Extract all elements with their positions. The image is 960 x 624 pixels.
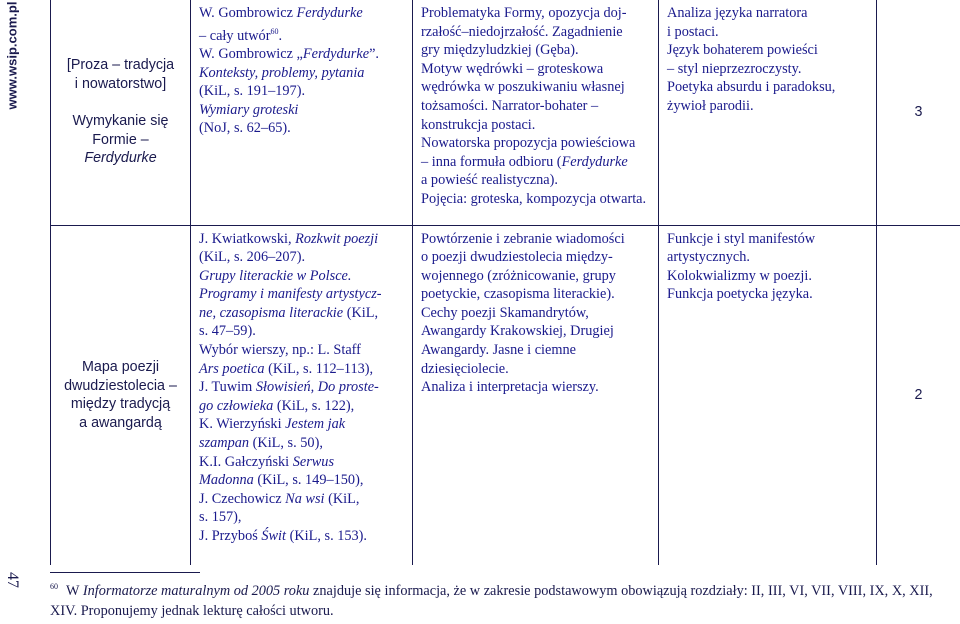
readings-line (199, 267, 404, 286)
skills-line: Poetyka absurdu i paradoksu, (667, 79, 836, 96)
content-line (421, 190, 650, 209)
content-line (421, 41, 650, 60)
text-run: K.I. Gałczyński (199, 453, 293, 470)
italic-text: Jestem jak (285, 416, 346, 433)
content-line (421, 78, 650, 97)
content-line (421, 4, 650, 23)
skills-line: Język bohaterem powieści (667, 42, 818, 59)
readings-line (199, 397, 404, 416)
text-run: W. Gombrowicz (199, 5, 297, 21)
text-run: ”. (369, 45, 379, 62)
readings-line (199, 508, 404, 527)
content-line (421, 230, 650, 249)
text-run: gry międzyludzkiej (Gęba). (421, 42, 579, 59)
italic-text: Świt (261, 528, 286, 544)
topic-line: Wymykanie się (72, 113, 169, 130)
readings-line (199, 490, 404, 509)
content-line (421, 322, 650, 341)
text-run: Motyw wędrówki – groteskowa (421, 60, 604, 77)
content-line (421, 116, 650, 135)
content-line (421, 248, 650, 267)
readings-cell (191, 0, 413, 225)
readings-line (199, 82, 404, 101)
content-line (421, 171, 650, 190)
readings-line (199, 341, 404, 360)
content-line (421, 23, 650, 42)
text-run: J. Kwiatkowski, (199, 230, 296, 247)
text-run: wojennego (zróżnicowanie, grupy (421, 267, 616, 284)
text-run: (KiL, s. 122), (273, 397, 355, 414)
lesson-plan-table (50, 0, 960, 565)
skills-cell (659, 0, 877, 225)
text-run: – cały utwór (199, 27, 271, 44)
topic-line: Mapa poezji (81, 359, 160, 376)
readings-line (199, 471, 404, 490)
skills-line: – styl nieprzezroczysty. (667, 60, 802, 77)
text-run: o poezji dwudziestolecia między- (421, 249, 613, 266)
topic-cell (51, 0, 191, 225)
readings-line (199, 378, 404, 397)
content-cell (413, 225, 659, 565)
text-run: J. Czechowicz (199, 490, 286, 507)
topic-cell (51, 225, 191, 565)
italic-text: Informatorze maturalnym od 2005 roku (82, 583, 310, 599)
text-run: (KiL, s. 206–207). (199, 249, 306, 266)
content-line (421, 360, 650, 379)
text-run: W. Gombrowicz „ (199, 45, 303, 62)
text-run: znajduje się informacja, że w zakresie podstawowym obowiązują rozdziały: II, III, VI, VII, VIII, IX, X, XII, XIV. Proponujemy jednak lekturę całości utworu. (50, 583, 933, 619)
text-run: rzałość–niedojrzałość. Zagadnienie (421, 23, 623, 40)
text-run: Powtórzenie i zebranie wiadomości (421, 230, 625, 247)
topic-line: dwudziestolecia – (64, 377, 177, 394)
text-run: (KiL, (324, 490, 360, 507)
skills-cell (659, 225, 877, 565)
text-run: Awangardy. Jasne i ciemne (421, 342, 576, 359)
topic-line: i nowatorstwo] (74, 76, 167, 93)
text-run: s. 47–59). (199, 323, 256, 340)
footnote (50, 577, 960, 621)
italic-text: Serwus (292, 453, 335, 470)
text-run: J. Przyboś (199, 528, 262, 544)
readings-line (199, 45, 404, 64)
topic-line (59, 94, 182, 113)
readings-line (199, 4, 404, 23)
text-run: (KiL, s. 50), (249, 435, 323, 452)
italic-text: Słowisień, Do proste- (255, 379, 379, 396)
text-run: J. Tuwim (199, 379, 256, 396)
content-line (421, 97, 650, 116)
topic-line: Ferdydurke (84, 150, 157, 167)
italic-text: Rozkwit poezji (295, 230, 379, 247)
content-cell (413, 0, 659, 225)
publisher-url-text: www.wsip.com.pl (4, 1, 20, 109)
content-line (421, 153, 650, 172)
content-line (421, 60, 650, 79)
text-run: konstrukcja postaci. (421, 116, 536, 133)
text-run: 60 (270, 26, 279, 36)
italic-text: Konteksty, problemy, pytania (199, 64, 365, 81)
text-run: (NoJ, s. 62–65). (199, 120, 291, 137)
readings-line (199, 434, 404, 453)
italic-text: Ars poetica (199, 360, 265, 377)
italic-text: ne, czasopisma literackie (199, 304, 344, 321)
skills-line: Analiza języka narratora (667, 5, 808, 21)
content-line (421, 304, 650, 323)
italic-text: Programy i manifesty artystycz- (199, 286, 382, 303)
readings-line (199, 304, 404, 323)
text-run: Nowatorska propozycja powieściowa (421, 135, 636, 152)
page-number (0, 540, 24, 620)
text-run: K. Wierzyński (199, 416, 286, 433)
text-run: s. 157), (199, 509, 242, 526)
skills-line: i postaci. (667, 23, 719, 40)
content-line (421, 134, 650, 153)
text-run: Problematyka Formy, opozycja doj- (421, 5, 627, 21)
text-run: Wybór wierszy, np.: L. Staff (199, 342, 361, 359)
italic-text: Ferdydurke (561, 153, 628, 170)
skills-line: artystycznych. (667, 249, 750, 266)
skills-line: żywioł parodii. (667, 97, 754, 114)
italic-text: go człowieka (199, 397, 274, 414)
readings-line (199, 64, 404, 83)
text-run: (KiL, s. 149–150), (253, 472, 364, 489)
readings-line (199, 248, 404, 267)
italic-text: Wymiary groteski (199, 101, 299, 118)
content-line (421, 341, 650, 360)
readings-line (199, 119, 404, 138)
hours-cell: 3 (877, 0, 960, 225)
footnote-marker: 60 (50, 582, 58, 591)
text-run: Awangardy Krakowskiej, Drugiej (421, 323, 614, 340)
readings-line (199, 23, 404, 45)
readings-line (199, 453, 404, 472)
text-run: dziesięciolecie. (421, 360, 509, 377)
readings-line (199, 415, 404, 434)
italic-text: Ferdydurke (296, 5, 363, 21)
text-run: wędrówka w poszukiwaniu własnej (421, 79, 625, 96)
topic-line: [Proza – tradycja (66, 57, 175, 74)
text-run: (KiL, s. 112–113), (264, 360, 374, 377)
italic-text: szampan (199, 435, 250, 452)
text-run: W (66, 583, 83, 599)
readings-line (199, 101, 404, 120)
topic-line: między tradycją (70, 396, 171, 413)
text-run: a powieść realistyczna). (421, 172, 558, 189)
content-line (421, 267, 650, 286)
lesson-row (51, 0, 960, 225)
italic-text: Ferdydurke (302, 45, 370, 62)
text-run: – inna formuła odbioru ( (421, 153, 562, 170)
readings-cell (191, 225, 413, 565)
skills-line: Funkcja poetycka języka. (667, 286, 813, 303)
text-run: Analiza i interpretacja wierszy. (421, 379, 599, 396)
lesson-row (51, 225, 960, 565)
text-run: Pojęcia: groteska, kompozycja otwarta. (421, 190, 647, 207)
footnote-rule (50, 572, 200, 573)
text-run: (KiL, (343, 304, 379, 321)
italic-text: Na wsi (285, 490, 325, 507)
content-line (421, 378, 650, 397)
skills-line: Funkcje i styl manifestów (667, 230, 816, 247)
publisher-url (0, 0, 24, 110)
readings-line (199, 230, 404, 249)
readings-line (199, 527, 404, 546)
topic-line: a awangardą (79, 414, 162, 431)
page-number-text: 47 (4, 572, 21, 588)
lesson-plan-body (51, 0, 960, 565)
text-run: Cechy poezji Skamandrytów, (421, 304, 589, 321)
content-line (421, 285, 650, 304)
italic-text: Madonna (199, 472, 254, 489)
text-run: (KiL, s. 191–197). (199, 83, 306, 100)
topic-line: Formie – (92, 131, 149, 148)
readings-line (199, 285, 404, 304)
text-run: poetyckie, czasopisma literackie). (421, 286, 615, 303)
text-run: tożsamości. Narrator-bohater – (421, 97, 599, 114)
hours-cell: 2 (877, 225, 960, 565)
readings-line (199, 322, 404, 341)
readings-line (199, 360, 404, 379)
text-run: . (278, 27, 283, 44)
skills-line: Kolokwializmy w poezji. (667, 267, 812, 284)
italic-text: Grupy literackie w Polsce. (199, 267, 352, 284)
text-run: (KiL, s. 153). (286, 528, 368, 544)
